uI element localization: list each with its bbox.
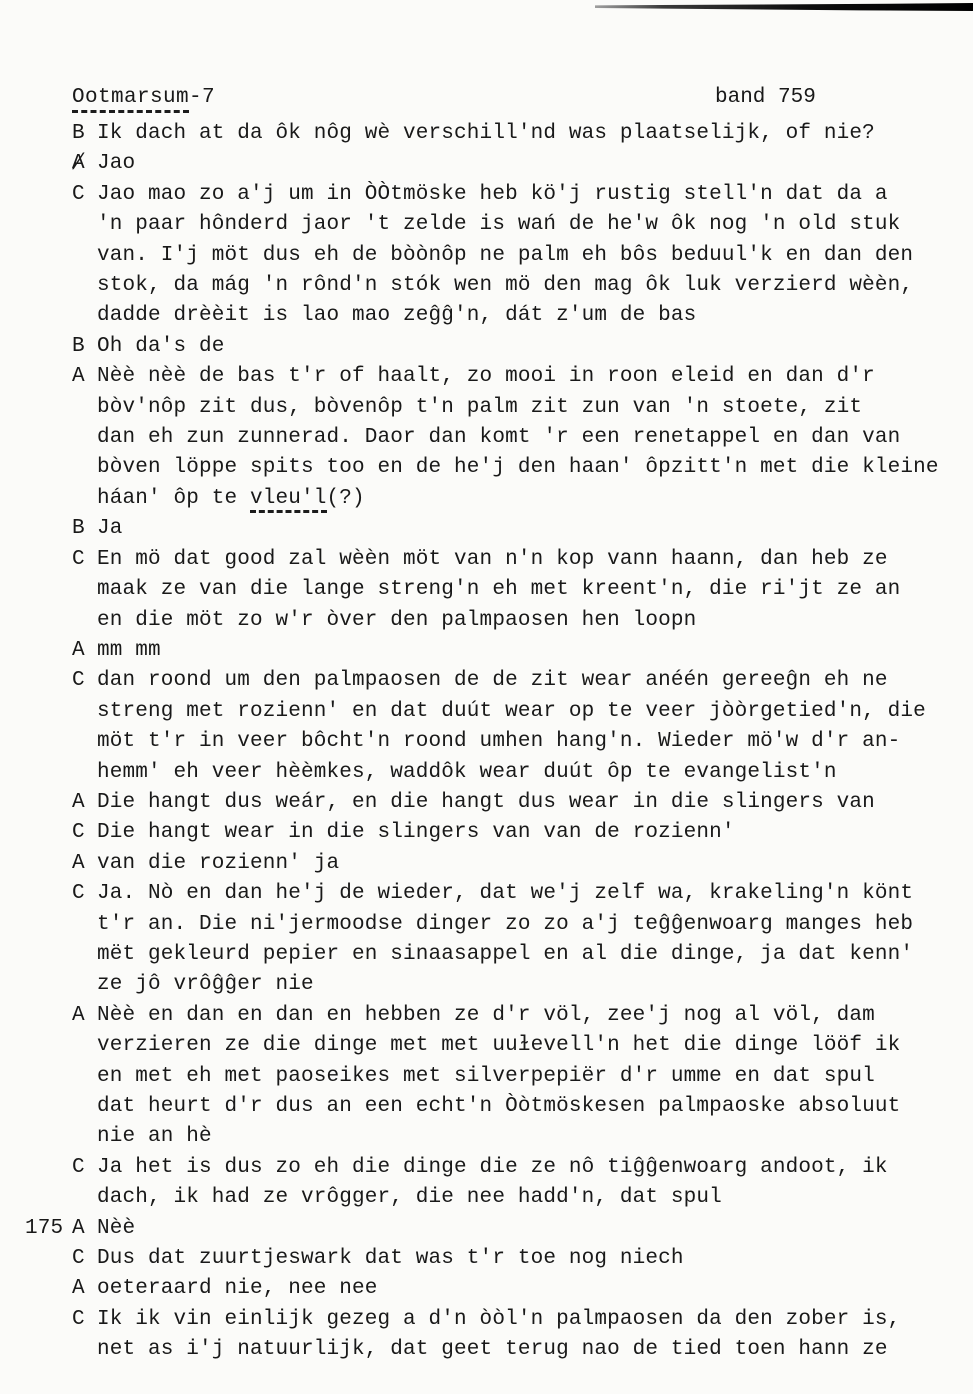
line-text: dan eh zun zunnerad. Daor dan komt 'r een renetappel en dan van [97,426,901,450]
line-text: Nèè en dan en dan en hebben ze d'r völ, zee'j nog al völ, dam [97,1003,875,1027]
speaker-label: A [72,790,85,814]
line-text: Ik ik vin einlijk gezeg a d'n òòl'n palmpaosen da den zober is, [97,1307,901,1331]
line-text: mm mm [97,638,161,662]
page-header [0,84,973,116]
transcript-line [0,119,973,149]
speaker-label: B [72,334,85,358]
line-text: möt t'r in veer bôcht'n roond umhen hang'n. Wieder mö'w d'r an- [97,730,901,754]
line-text: Nèè nèè de bas t'r of haalt, zo mooi in roon eleid en dan d'r [97,365,875,389]
line-text: Dus dat zuurtjeswark dat was t'r toe nog niech [97,1247,684,1271]
line-text: 'n paar hônderd jaor 't zelde is wań de he'w ôk nog 'n old stuk [97,213,901,237]
transcript-line [0,545,973,575]
line-text: Die hangt dus weár, en die hangt dus wear in die slingers van [97,790,875,814]
transcript-line [0,271,973,301]
speaker-label: C [72,1155,85,1179]
transcript-line [0,788,973,818]
speaker-label: C [72,547,85,571]
transcript-line [0,1214,973,1244]
speaker-label: C [72,821,85,845]
speaker-label: A [72,851,85,875]
transcript-line [0,636,973,666]
transcript-line [0,1122,973,1152]
transcript-line [0,1305,973,1335]
transcript-line [0,514,973,544]
transcript-line [0,575,973,605]
transcript-line [0,241,973,271]
transcript-line [0,362,973,392]
transcript-line [0,666,973,696]
line-text: ze jô vrôĝĝer nie [97,973,314,997]
line-text: bòv'nôp zit dus, bòvenôp t'n palm zit zun van 'n stoete, zit [97,395,863,419]
line-text: Ja het is dus zo eh die dinge die ze nô tiĝĝenwoarg andoot, ik [97,1155,888,1179]
speaker-label: C [72,1307,85,1331]
transcript-line [0,879,973,909]
transcript-line [0,180,973,210]
transcript-line [0,484,973,514]
transcript-line [0,210,973,240]
line-text: van. I'j möt dus eh de bòònôp ne palm eh bôs beduul'k en dan den [97,243,914,267]
line-text: Die hangt wear in die slingers van van de rozienn' [97,821,735,845]
transcript-line [0,149,973,179]
line-text: nie an hè [97,1125,212,1149]
transcript-line [0,970,973,1000]
speaker-label: B [72,517,85,541]
transcript-line [0,1153,973,1183]
speaker-label: C [72,1247,85,1271]
transcript-line [0,423,973,453]
transcript-line [0,1092,973,1122]
document-title [72,84,215,112]
line-text: Oh da's de [97,334,225,358]
transcript-line [0,727,973,757]
line-text: bòven löppe spits too en de he'j den haan' ôpzitt'n met die kleine [97,456,939,480]
line-text: dadde drèèit is lao mao zeĝĝ'n, dát z'um de bas [97,304,697,328]
speaker-label: A [72,1003,85,1027]
speaker-label: A [72,365,85,389]
line-text: Ja. Nò en dan he'j de wieder, dat we'j zelf wa, krakeling'n könt [97,882,914,906]
line-text: en met eh met paoseikes met silverpepiër d'r umme en dat spul [97,1064,875,1088]
line-text: Jao [97,152,136,176]
line-text: streng met rozienn' en dat duút wear op te veer jòòrgetied'n, die [97,699,926,723]
line-text: dan roond um den palmpaosen de de zit wear anéén gereeĝn eh ne [97,669,888,693]
line-text: Ja [97,517,123,541]
line-text: van die rozienn' ja [97,851,340,875]
transcript-line [0,758,973,788]
line-text: háan' ôp te [97,486,251,510]
line-text: oeteraard nie, nee nee [97,1277,378,1301]
speaker-label: A [72,1277,85,1301]
transcript-line [0,606,973,636]
transcript-line [0,1244,973,1274]
speaker-label: A [72,638,85,662]
line-text: (?) [326,486,365,510]
transcript-line [0,393,973,423]
line-text: net as i'j natuurlijk, dat geet terug nao de tied toen hann ze [97,1338,888,1362]
transcript-line [0,332,973,362]
line-text: stok, da mág 'n rônd'n stók wen mö den mag ôk luk verzierd wèèn, [97,274,914,298]
transcript-line [0,1001,973,1031]
line-text: En mö dat good zal wèèn möt van n'n kop vann haann, dan heb ze [97,547,888,571]
transcript-line [0,1183,973,1213]
line-text: Ik dach at da ôk nôg wè verschill'nd was plaatselijk, of nie? [97,122,875,145]
line-text: hemm' eh veer hèèmkes, waddôk wear duút ôp te evangelist'n [97,760,837,784]
line-text: Jao mao zo a'j um in ÒÒtmöske heb kö'j rustig stell'n dat da a [97,182,888,206]
speaker-label: C [72,882,85,906]
document-title-underlined: Ootmarsum [72,86,189,113]
margin-line-number: 175 [25,1216,64,1240]
transcript-line [0,1031,973,1061]
line-text: en die möt zo w'r òver den palmpaosen hen loopn [97,608,697,632]
transcript-line [0,453,973,483]
line-text: mët gekleurd pepier en sinaasappel en al die dinge, ja dat kenn' [97,942,914,966]
speaker-label: Ⱥ [72,152,85,176]
line-text: t'r an. Die ni'jermoodse dinger zo zo a'j teĝĝenwoarg manges heb [97,912,914,936]
transcript-line [0,301,973,331]
line-text: Nèè [97,1216,136,1240]
line-text: maak ze van die lange streng'n eh met kreent'n, die ri'jt ze an [97,578,901,602]
line-text: dat heurt d'r dus an een echt'n Òòtmöskesen palmpaoske absoluut [97,1095,901,1118]
speaker-label: C [72,669,85,693]
transcript-line [0,1062,973,1092]
speaker-label: B [72,122,85,145]
line-text: verzieren ze die dinge met met uuɫevell'n het die dinge lööf ik [97,1034,901,1058]
transcript-body [0,119,973,1366]
speaker-label: A [72,1216,85,1240]
document-title-suffix: -7 [189,86,216,109]
line-text: dach, ik had ze vrôgger, die nee hadd'n, dat spul [97,1186,722,1210]
transcript-line [0,818,973,848]
band-number: band 759 [715,86,816,109]
scanner-edge-artifact [595,3,973,11]
transcript-line [0,940,973,970]
transcript-line [0,910,973,940]
transcript-line [0,1335,973,1365]
speaker-label: C [72,182,85,206]
transcript-line [0,1274,973,1304]
transcript-line [0,697,973,727]
transcript-line [0,849,973,879]
underlined-term: vleu'l [250,487,327,513]
